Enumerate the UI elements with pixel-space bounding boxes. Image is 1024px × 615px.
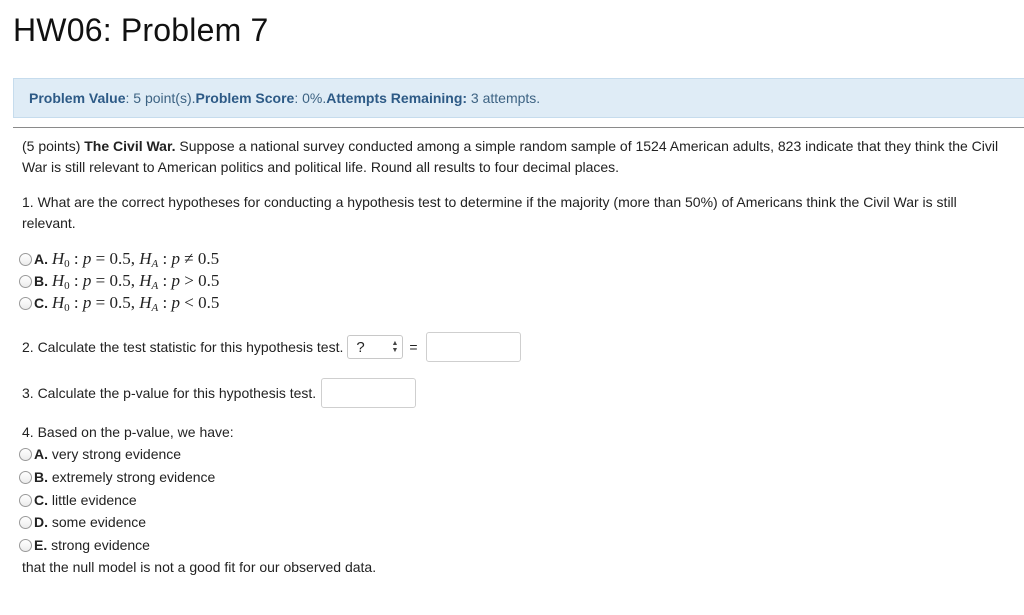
question-3	[22, 378, 1012, 408]
q1-option-a[interactable]: A. $H_0$ : p = 0.5, $H_A$ : p ≠ 0.5	[22, 248, 1012, 270]
test-statistic-select[interactable]: ? ▲ ▼	[347, 335, 403, 359]
radio-button[interactable]	[19, 297, 32, 310]
radio-button[interactable]	[19, 275, 32, 288]
q4-option-a[interactable]: A. very strong evidence	[22, 443, 1012, 466]
q4-options	[22, 443, 1012, 556]
question-3-text: 3. Calculate the p-value for this hypothesis test.	[22, 384, 317, 401]
q4-option-b[interactable]: B. extremely strong evidence	[22, 466, 1012, 489]
question-4-tail: that the null model is not a good fit for our observed data.	[22, 559, 377, 575]
equals-sign: =	[409, 338, 418, 355]
q1-option-c[interactable]: C. $H_0$ : p = 0.5, $H_A$ : p < 0.5	[22, 292, 1012, 314]
q4-option-c[interactable]: C. little evidence	[22, 489, 1012, 511]
q1-options	[22, 248, 1012, 314]
question-2	[22, 332, 1012, 362]
radio-button[interactable]	[19, 539, 32, 552]
problem-statement: (5 points) The Civil War. Suppose a national survey conducted among a simple random sample of 1524 American adults, 823 indicate that they think the Civil War is still relevant to American politics and political life. Round all results to four decimal places.	[22, 138, 999, 175]
question-4: 4. Based on the p-value, we have:	[22, 424, 234, 440]
radio-button[interactable]	[19, 448, 32, 461]
select-arrows-icon: ▲ ▼	[391, 340, 399, 354]
problem-info-bar	[13, 78, 1024, 118]
attempts-remaining: Attempts Remaining: 3 attempts.	[326, 90, 541, 106]
question-1: 1. What are the correct hypotheses for conducting a hypothesis test to determine if the majority (more than 50%) of Americans think the Civil War is still relevant.	[22, 194, 957, 231]
divider	[13, 127, 1024, 128]
q4-option-e[interactable]: E. strong evidence	[22, 534, 1012, 556]
problem-score: Problem Score: 0%.	[195, 90, 327, 106]
radio-button[interactable]	[19, 494, 32, 507]
page-title: HW06: Problem 7	[13, 12, 269, 48]
radio-button[interactable]	[19, 516, 32, 529]
problem-content	[22, 136, 1012, 578]
test-statistic-input[interactable]	[426, 332, 521, 362]
p-value-input[interactable]	[321, 378, 416, 408]
radio-button[interactable]	[19, 471, 32, 484]
radio-button[interactable]	[19, 253, 32, 266]
q4-option-d[interactable]: D. some evidence	[22, 511, 1012, 534]
q1-option-b[interactable]: B. $H_0$ : p = 0.5, $H_A$ : p > 0.5	[22, 270, 1012, 292]
question-2-text: 2. Calculate the test statistic for this hypothesis test.	[22, 338, 344, 355]
problem-value: Problem Value: 5 point(s).	[29, 90, 196, 106]
